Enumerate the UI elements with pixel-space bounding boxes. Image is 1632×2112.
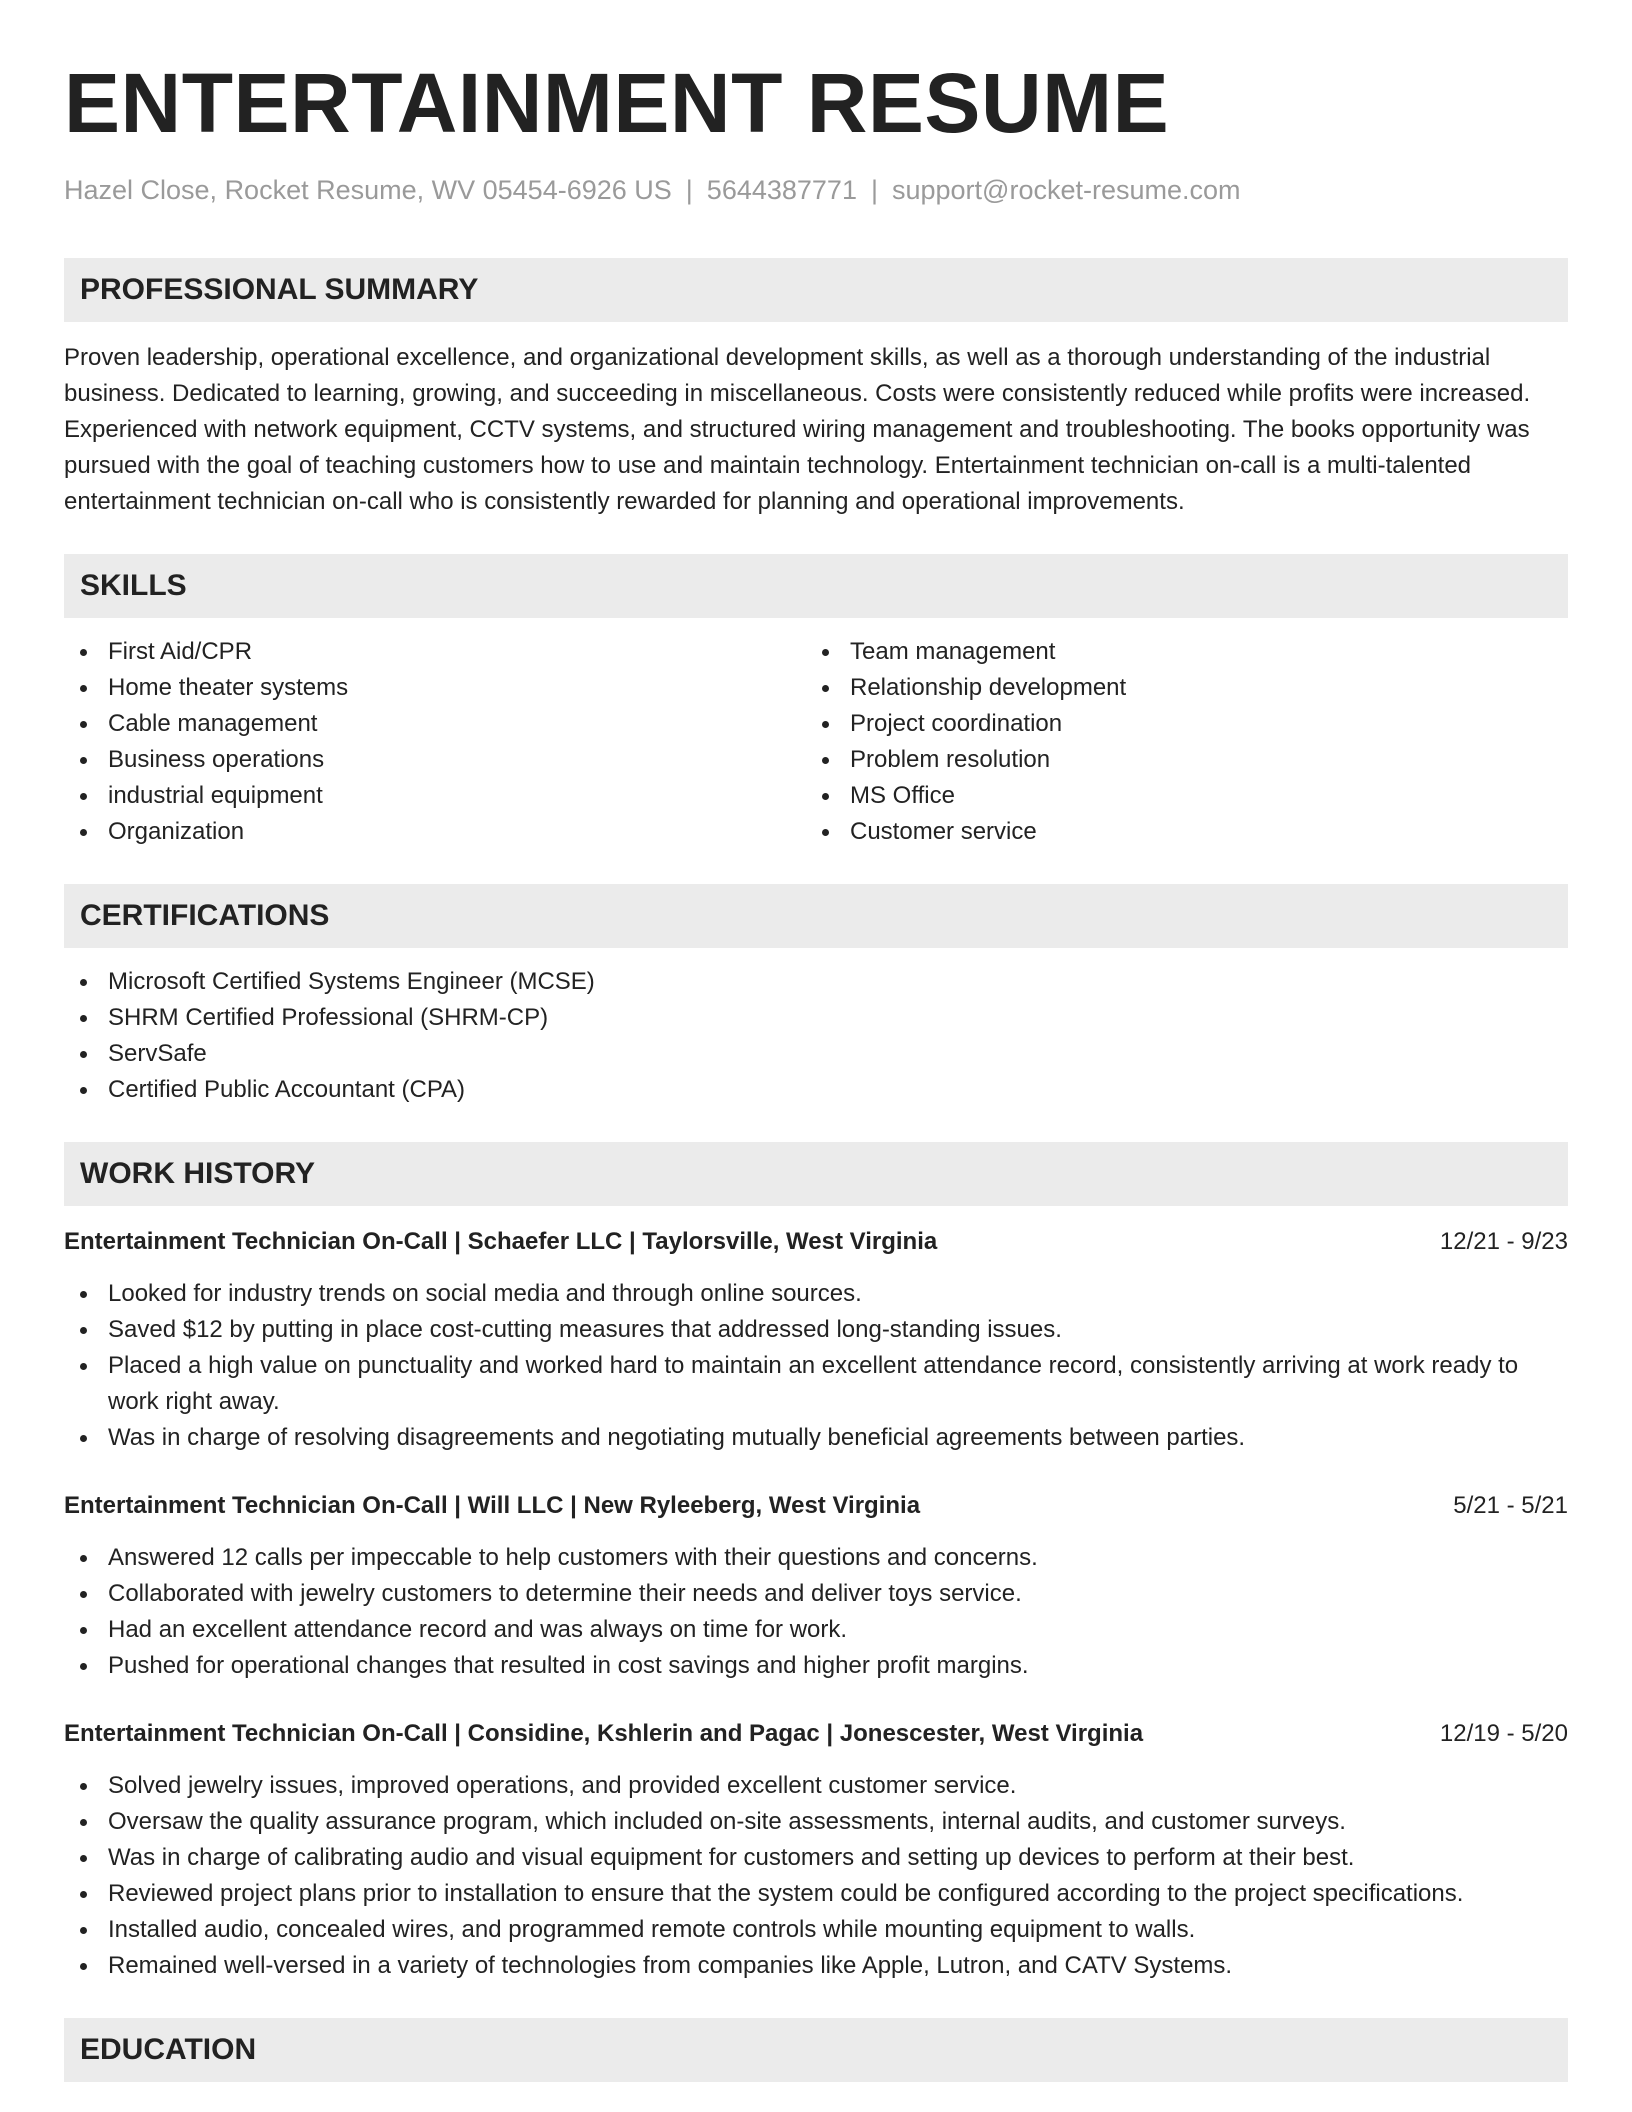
- skill-item: Customer service: [806, 814, 1568, 850]
- job-header: [64, 1716, 1568, 1752]
- job-bullets: [64, 1540, 1568, 1684]
- contact-phone: 5644387771: [706, 175, 857, 205]
- job-bullet: Saved $12 by putting in place cost-cutting measures that addressed long-standing issues.: [64, 1312, 1568, 1348]
- skill-item: Problem resolution: [806, 742, 1568, 778]
- skill-item: Business operations: [64, 742, 806, 778]
- skill-item: Project coordination: [806, 706, 1568, 742]
- contact-line: [64, 172, 1568, 208]
- job-bullet: Oversaw the quality assurance program, which included on-site assessments, internal audits, and customer surveys.: [64, 1804, 1568, 1840]
- skill-item: MS Office: [806, 778, 1568, 814]
- job-bullet: Looked for industry trends on social media and through online sources.: [64, 1276, 1568, 1312]
- summary-heading: PROFESSIONAL SUMMARY: [64, 258, 1568, 322]
- skill-item: Cable management: [64, 706, 806, 742]
- job-entry: [64, 1716, 1568, 1984]
- job-title: Entertainment Technician On-Call | Will LLC | New Ryleeberg, West Virginia: [64, 1492, 921, 1519]
- contact-separator: |: [685, 175, 693, 205]
- job-bullet: Had an excellent attendance record and was always on time for work.: [64, 1612, 1568, 1648]
- job-bullet: Was in charge of resolving disagreements and negotiating mutually beneficial agreements between parties.: [64, 1420, 1568, 1456]
- work-history-heading: WORK HISTORY: [64, 1142, 1568, 1206]
- job-bullets: [64, 1768, 1568, 1984]
- certifications-heading: CERTIFICATIONS: [64, 884, 1568, 948]
- certification-item: Microsoft Certified Systems Engineer (MCSE): [64, 964, 1568, 1000]
- job-dates: 12/19 - 5/20: [1439, 1720, 1568, 1747]
- education-heading: EDUCATION: [64, 2018, 1568, 2082]
- certification-item: SHRM Certified Professional (SHRM-CP): [64, 1000, 1568, 1036]
- skill-item: Organization: [64, 814, 806, 850]
- skill-item: Home theater systems: [64, 670, 806, 706]
- job-bullet: Answered 12 calls per impeccable to help customers with their questions and concerns.: [64, 1540, 1568, 1576]
- skill-item: Relationship development: [806, 670, 1568, 706]
- job-dates: 12/21 - 9/23: [1439, 1228, 1568, 1255]
- summary-text: Proven leadership, operational excellence, and organizational development skills, as well as a thorough understanding of the industrial business. Dedicated to learning, growing, and succeeding in miscellaneous. Costs were consistently reduced while profits were increased. Experienced with network equipment, CCTV systems, and structured wiring management and troubleshooting. The books opportunity was pursued with the goal of teaching customers how to use and maintain technology. Entertainment technician on-call is a multi-talented entertainment technician on-call who is consistently rewarded for planning and operational improvements.: [64, 344, 1531, 515]
- job-bullet: Reviewed project plans prior to installation to ensure that the system could be configured according to the project specifications.: [64, 1876, 1568, 1912]
- job-bullet: Was in charge of calibrating audio and visual equipment for customers and setting up devices to perform at their best.: [64, 1840, 1568, 1876]
- job-title: Entertainment Technician On-Call | Schaefer LLC | Taylorsville, West Virginia: [64, 1228, 938, 1255]
- job-bullet: Pushed for operational changes that resulted in cost savings and higher profit margins.: [64, 1648, 1568, 1684]
- skill-item: industrial equipment: [64, 778, 806, 814]
- skill-item: First Aid/CPR: [64, 634, 806, 670]
- job-bullet: Collaborated with jewelry customers to determine their needs and deliver toys service.: [64, 1576, 1568, 1612]
- job-dates: 5/21 - 5/21: [1453, 1492, 1568, 1519]
- certifications-list: [64, 964, 1568, 1108]
- skill-item: Team management: [806, 634, 1568, 670]
- job-bullet: Remained well-versed in a variety of technologies from companies like Apple, Lutron, and CATV Systems.: [64, 1948, 1568, 1984]
- contact-email: support@rocket-resume.com: [891, 175, 1241, 205]
- skills-list-right: [806, 634, 1568, 850]
- job-entry: [64, 1224, 1568, 1456]
- job-bullet: Solved jewelry issues, improved operations, and provided excellent customer service.: [64, 1768, 1568, 1804]
- contact-separator: |: [870, 175, 878, 205]
- job-header: [64, 1488, 1568, 1524]
- skills-heading: SKILLS: [64, 554, 1568, 618]
- job-bullet: Installed audio, concealed wires, and programmed remote controls while mounting equipment to walls.: [64, 1912, 1568, 1948]
- resume-title: ENTERTAINMENT RESUME: [64, 56, 1170, 150]
- job-title: Entertainment Technician On-Call | Considine, Kshlerin and Pagac | Jonescester, West Virginia: [64, 1720, 1144, 1747]
- job-header: [64, 1224, 1568, 1260]
- job-bullets: [64, 1276, 1568, 1456]
- job-entry: [64, 1488, 1568, 1684]
- certification-item: ServSafe: [64, 1036, 1568, 1072]
- skills-columns: [64, 618, 1568, 850]
- job-bullet: Placed a high value on punctuality and worked hard to maintain an excellent attendance record, consistently arriving at work ready to work right away.: [64, 1348, 1568, 1420]
- contact-address: Hazel Close, Rocket Resume, WV 05454-6926 US: [64, 175, 672, 205]
- skills-list-left: [64, 634, 806, 850]
- certification-item: Certified Public Accountant (CPA): [64, 1072, 1568, 1108]
